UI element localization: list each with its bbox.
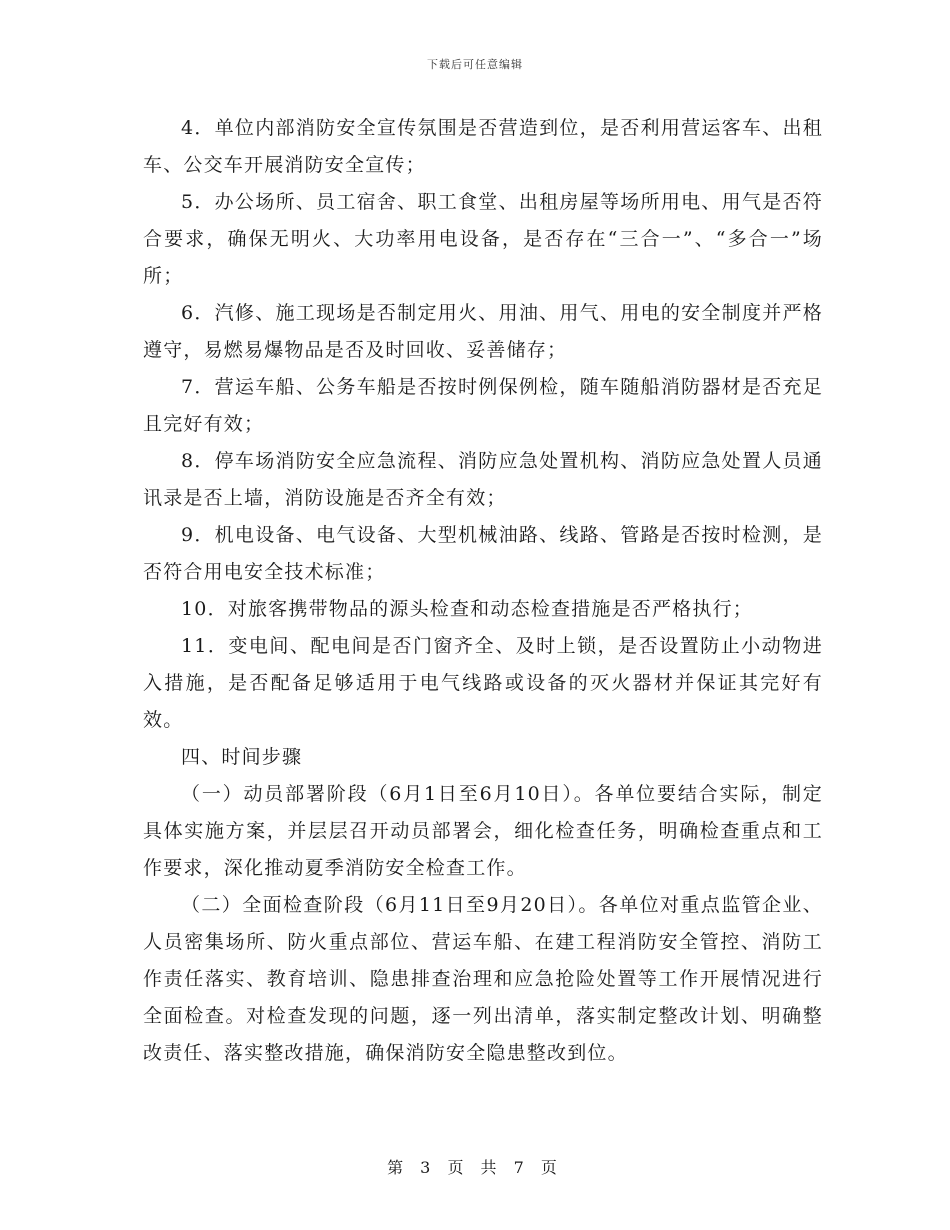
paragraph-item-4: 4．单位内部消防安全宣传氛围是否营造到位，是否利用营运客车、出租车、公交车开展消防安全宣传； <box>143 117 823 176</box>
paragraph-item-11: 11．变电间、配电间是否门窗齐全、及时上锁，是否设置防止小动物进入措施，是否配备足够适用于电气线路或设备的灭火器材并保证其完好有效。 <box>143 635 823 731</box>
paragraph-stage-1: （一）动员部署阶段（6月1日至6月10日）。各单位要结合实际，制定具体实施方案，并层层召开动员部署会，细化检查任务，明确检查重点和工作要求，深化推动夏季消防安全检查工作。 <box>143 783 823 879</box>
paragraph-stage-2: （二）全面检查阶段（6月11日至9月20日）。各单位对重点监管企业、人员密集场所、防火重点部位、营运车船、在建工程消防安全管控、消防工作责任落实、教育培训、隐患排查治理和应急抢险处置等工作开展情况进行全面检查。对检查发现的问题，逐一列出清单，落实制定整改计划、明确整改责任、落实整改措施，确保消防安全隐患整改到位。 <box>143 894 823 1064</box>
page-header: 下载后可任意编辑 <box>427 58 523 71</box>
paragraph-item-6: 6．汽修、施工现场是否制定用火、用油、用气、用电的安全制度并严格遵守，易燃易爆物品是否及时回收、妥善储存； <box>143 302 823 361</box>
section-heading-time-steps: 四、时间步骤 <box>181 746 303 768</box>
paragraph-item-10: 10．对旅客携带物品的源头检查和动态检查措施是否严格执行； <box>181 598 753 620</box>
document-body <box>143 110 823 1072</box>
paragraph-item-9: 9．机电设备、电气设备、大型机械油路、线路、管路是否按时检测，是否符合用电安全技术标准； <box>143 524 823 583</box>
paragraph-item-5: 5．办公场所、员工宿舍、职工食堂、出租房屋等场所用电、用气是否符合要求，确保无明火、大功率用电设备，是否存在“三合一”、“多合一”场所； <box>143 191 823 287</box>
paragraph-item-8: 8．停车场消防安全应急流程、消防应急处置机构、消防应急处置人员通讯录是否上墙，消防设施是否齐全有效； <box>143 450 823 509</box>
paragraph-item-7: 7．营运车船、公务车船是否按时例保例检，随车随船消防器材是否充足且完好有效； <box>143 376 823 435</box>
page-number-footer: 第 3 页 共 7 页 <box>387 1158 563 1177</box>
